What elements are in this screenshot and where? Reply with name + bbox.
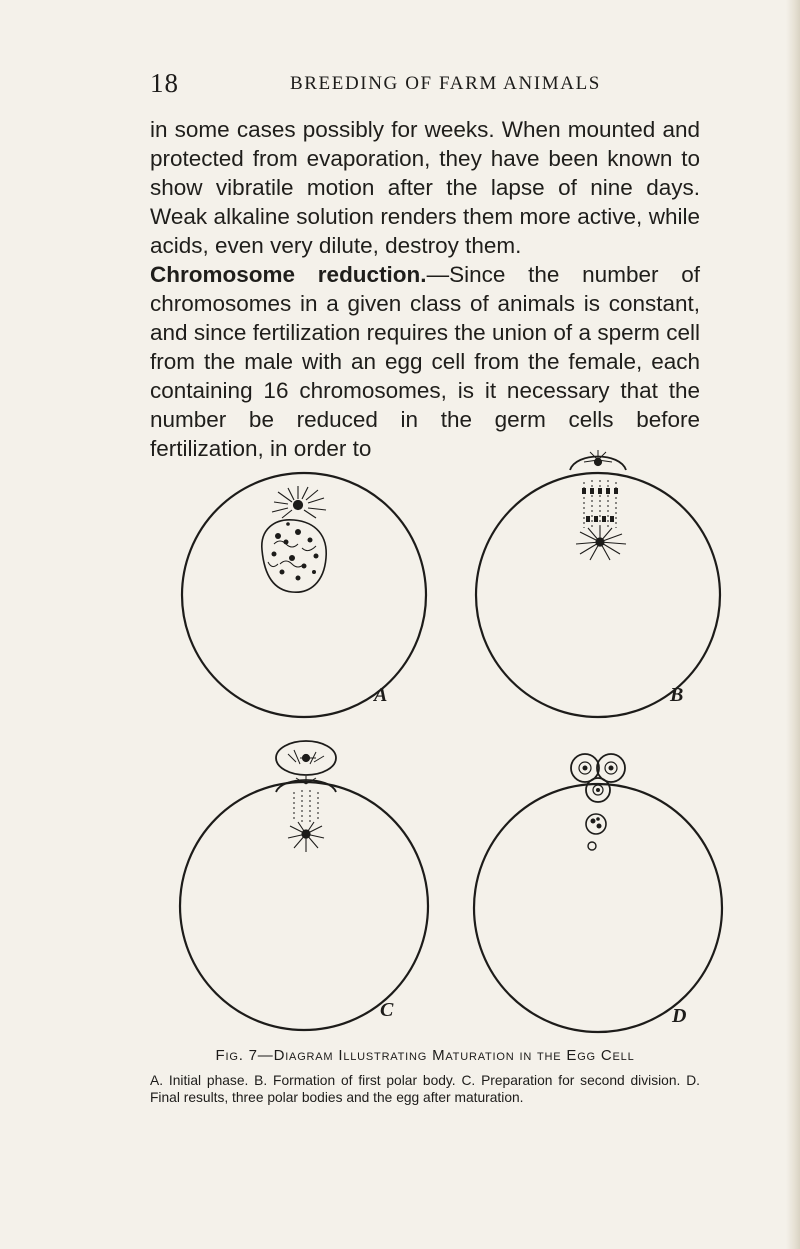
panel-a-label: A xyxy=(374,684,388,706)
run-in-heading: Chromosome reduction. xyxy=(150,262,427,287)
egg-nucleus xyxy=(586,814,606,834)
panel-b-egg xyxy=(476,450,720,717)
panel-d-label: D xyxy=(672,1005,687,1027)
panel-a-egg xyxy=(182,473,426,717)
maturation-figure xyxy=(170,418,730,1038)
page-number: 18 xyxy=(150,68,179,98)
body-text xyxy=(150,115,700,463)
page-header xyxy=(150,68,690,102)
panel-b-label: B xyxy=(670,684,684,706)
running-title: BREEDING OF FARM ANIMALS xyxy=(290,73,601,94)
panel-c-label: C xyxy=(380,999,394,1021)
page-edge-shadow xyxy=(786,0,800,1249)
figure-caption-title: Fig. 7—Diagram Illustrating Maturation in the Egg Cell xyxy=(215,1047,635,1064)
maturation-diagram xyxy=(170,418,730,1038)
panel-c-egg xyxy=(180,741,428,1030)
figure-caption-text: A. Initial phase. B. Formation of first polar body. C. Preparation for second division. D. Final results, three polar bodies and the egg after maturation. xyxy=(150,1073,700,1105)
paragraph-2-text: —Since the number of chromosomes in a given class of animals is constant, and since fertilization requires the union of a sperm cell from the male with an egg cell from the female, each containing 16 chromosomes, is it necessary that the number be reduced in the germ cells before fertilization, in order to xyxy=(150,262,701,461)
paragraph-1: in some cases possibly for weeks. When mounted and protected from evaporation, they have been known to show vibratile motion after the lapse of nine days. Weak alkaline solution renders them more active, while acids, even very dilute, destroy them. xyxy=(150,117,700,258)
panel-d-egg xyxy=(474,754,722,1032)
